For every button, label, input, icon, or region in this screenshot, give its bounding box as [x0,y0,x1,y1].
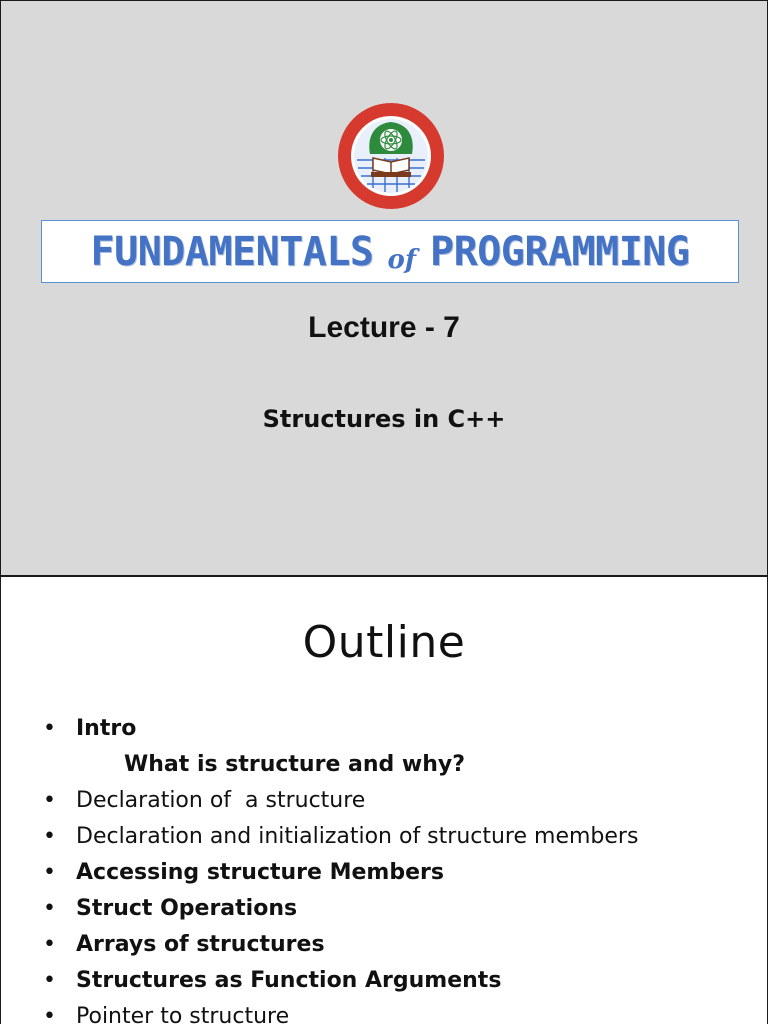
outline-heading: Outline [302,617,466,668]
outline-item-text: Accessing structure Members [76,860,444,885]
outline-item [43,891,638,927]
course-title-banner [41,220,739,283]
lecture-number: Lecture - 7 [308,311,460,344]
outline-item [43,963,638,999]
outline-subitem [43,747,638,783]
outline-list [43,711,638,1035]
bullet-icon: • [43,788,56,813]
outline-item-text: Intro [76,716,137,741]
outline-item-text: Pointer to structure [76,1004,290,1029]
outline-item-text: Structures as Function Arguments [76,968,502,993]
outline-item-text: Declaration and initialization of structure members [76,824,639,849]
course-title-part-1: FUNDAMENTALS [90,228,374,275]
bullet-icon: • [43,860,56,885]
outline-item [43,927,638,963]
outline-item-text: Declaration of a structure [76,788,366,813]
outline-slide [0,576,768,1029]
course-title-part-2: PROGRAMMING [430,228,690,275]
outline-item [43,855,638,891]
course-title-connector: of [387,244,417,275]
lecture-subtitle: Structures in C++ [262,405,506,433]
outline-item [43,711,638,747]
outline-item [43,999,638,1035]
outline-item [43,819,638,855]
bullet-icon: • [43,968,56,993]
outline-item-text: Arrays of structures [76,932,325,957]
outline-item [43,783,638,819]
bullet-icon: • [43,824,56,849]
bullet-icon: • [43,716,56,741]
bullet-icon: • [43,1004,56,1029]
university-logo-seal [337,102,445,210]
bullet-spacer [43,747,124,783]
bullet-icon: • [43,896,56,921]
outline-item-text: Struct Operations [76,896,298,921]
outline-item-text: What is structure and why? [124,752,466,777]
bullet-icon: • [43,932,56,957]
